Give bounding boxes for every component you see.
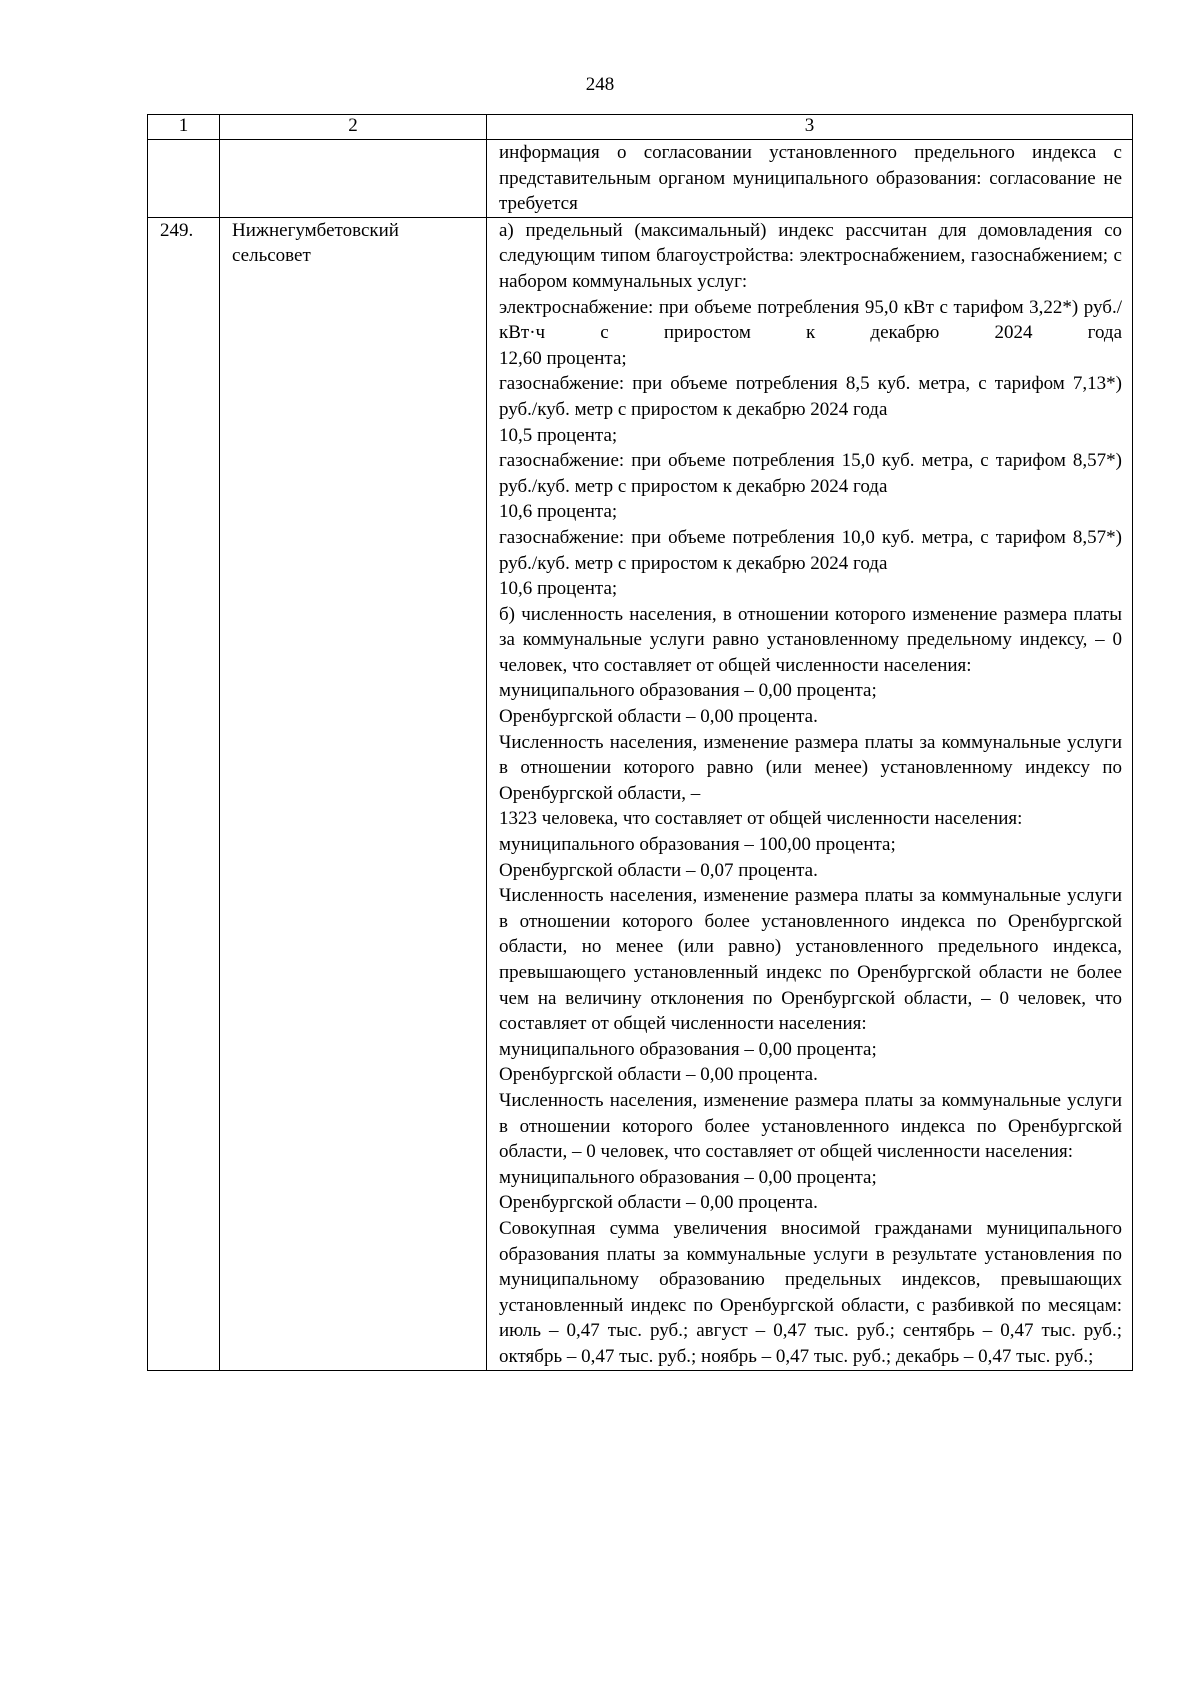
column-header-3: 3 [487,115,1133,140]
paragraph: муниципального образования – 100,00 процента; [499,834,896,856]
continuation-number-cell [148,140,220,218]
paragraph: 1323 человека, что составляет от общей численности населения: [499,808,1023,830]
paragraph: муниципального образования – 0,00 процента; [499,1038,877,1060]
paragraph: муниципального образования – 0,00 процента; [499,680,877,702]
paragraph: Численность населения, изменение размера платы за коммунальные услуги в отношении которого более установленного индекса по Оренбургской области, – 0 человек, что составляет от общей численности населения: [499,1089,1122,1163]
paragraph: а) предельный (максимальный) индекс рассчитан для домовладения со следующим типом благоустройства: электроснабжением, газоснабжением; с набором коммунальных услуг: [499,219,1122,292]
paragraph: 10,6 процента; [499,578,618,600]
paragraph: Оренбургской области – 0,00 процента. [499,706,818,728]
paragraph: Численность населения, изменение размера платы за коммунальные услуги в отношении которого более установленного индекса по Оренбургской области, но менее (или равно) установленного предельного индекса, превышающего установленный индекс по Оренбургской области не более чем на величину отклонения по Оренбургской области, – 0 человек, что составляет от общей численности населения: [499,885,1122,1035]
continuation-row [148,140,1133,218]
row-details-cell [487,217,1133,1370]
paragraph: Оренбургской области – 0,07 процента. [499,859,818,881]
paragraph: б) численность населения, в отношении которого изменение размера платы за коммунальные услуги равно установленному предельному индексу, – 0 человек, что составляет от общей численности населения: [499,603,1122,676]
table-header-row [148,115,1133,140]
paragraph: газоснабжение: при объеме потребления 8,5 куб. метра, с тарифом 7,13*) руб./куб. метр с приростом к декабрю 2024 года [499,373,1122,420]
paragraph: Совокупная сумма увеличения вносимой гражданами муниципального образования платы за коммунальные услуги в результате установления по муниципальному образованию предельных индексов, превышающих установленный индекс по Оренбургской области, с разбивкой по месяцам: июль – 0,47 тыс. руб.; август – 0,47 тыс. руб.; сентябрь – 0,47 тыс. руб.; октябрь – 0,47 тыс. руб.; ноябрь – 0,47 тыс. руб.; декабрь – 0,47 тыс. руб.; [499,1217,1122,1367]
paragraph: Оренбургской области – 0,00 процента. [499,1064,818,1086]
paragraph: 10,5 процента; [499,424,618,446]
paragraph: муниципального образования – 0,00 процента; [499,1166,877,1188]
paragraph: 10,6 процента; [499,501,618,523]
continuation-text-cell [487,140,1133,218]
column-header-1: 1 [148,115,220,140]
row-number-cell: 249. [148,217,220,1370]
continuation-name-cell [220,140,487,218]
table-row-249 [148,217,1133,1370]
column-header-2: 2 [220,115,487,140]
paragraph: газоснабжение: при объеме потребления 15,0 куб. метра, с тарифом 8,57*) руб./куб. метр с приростом к декабрю 2024 года [499,450,1122,497]
paragraph: Численность населения, изменение размера платы за коммунальные услуги в отношении которого равно (или менее) установленному индексу по Оренбургской области, – [499,731,1122,804]
paragraph: электроснабжение: при объеме потребления 95,0 кВт с тарифом 3,22*) руб./кВт·ч с приростом к декабрю 2024 года [499,296,1122,344]
paragraph: Оренбургской области – 0,00 процента. [499,1192,818,1214]
paragraph: 12,60 процента; [499,347,627,369]
document-table [147,114,1133,1371]
continuation-paragraph: информация о согласовании установленного предельного индекса с представительным органом муниципального образования: согласование не требуется [499,142,1122,215]
municipality-name-cell: Нижнегумбетовский сельсовет [220,217,487,1370]
page-number: 248 [585,74,615,95]
paragraph: газоснабжение: при объеме потребления 10,0 куб. метра, с тарифом 8,57*) руб./куб. метр с приростом к декабрю 2024 года [499,526,1122,574]
